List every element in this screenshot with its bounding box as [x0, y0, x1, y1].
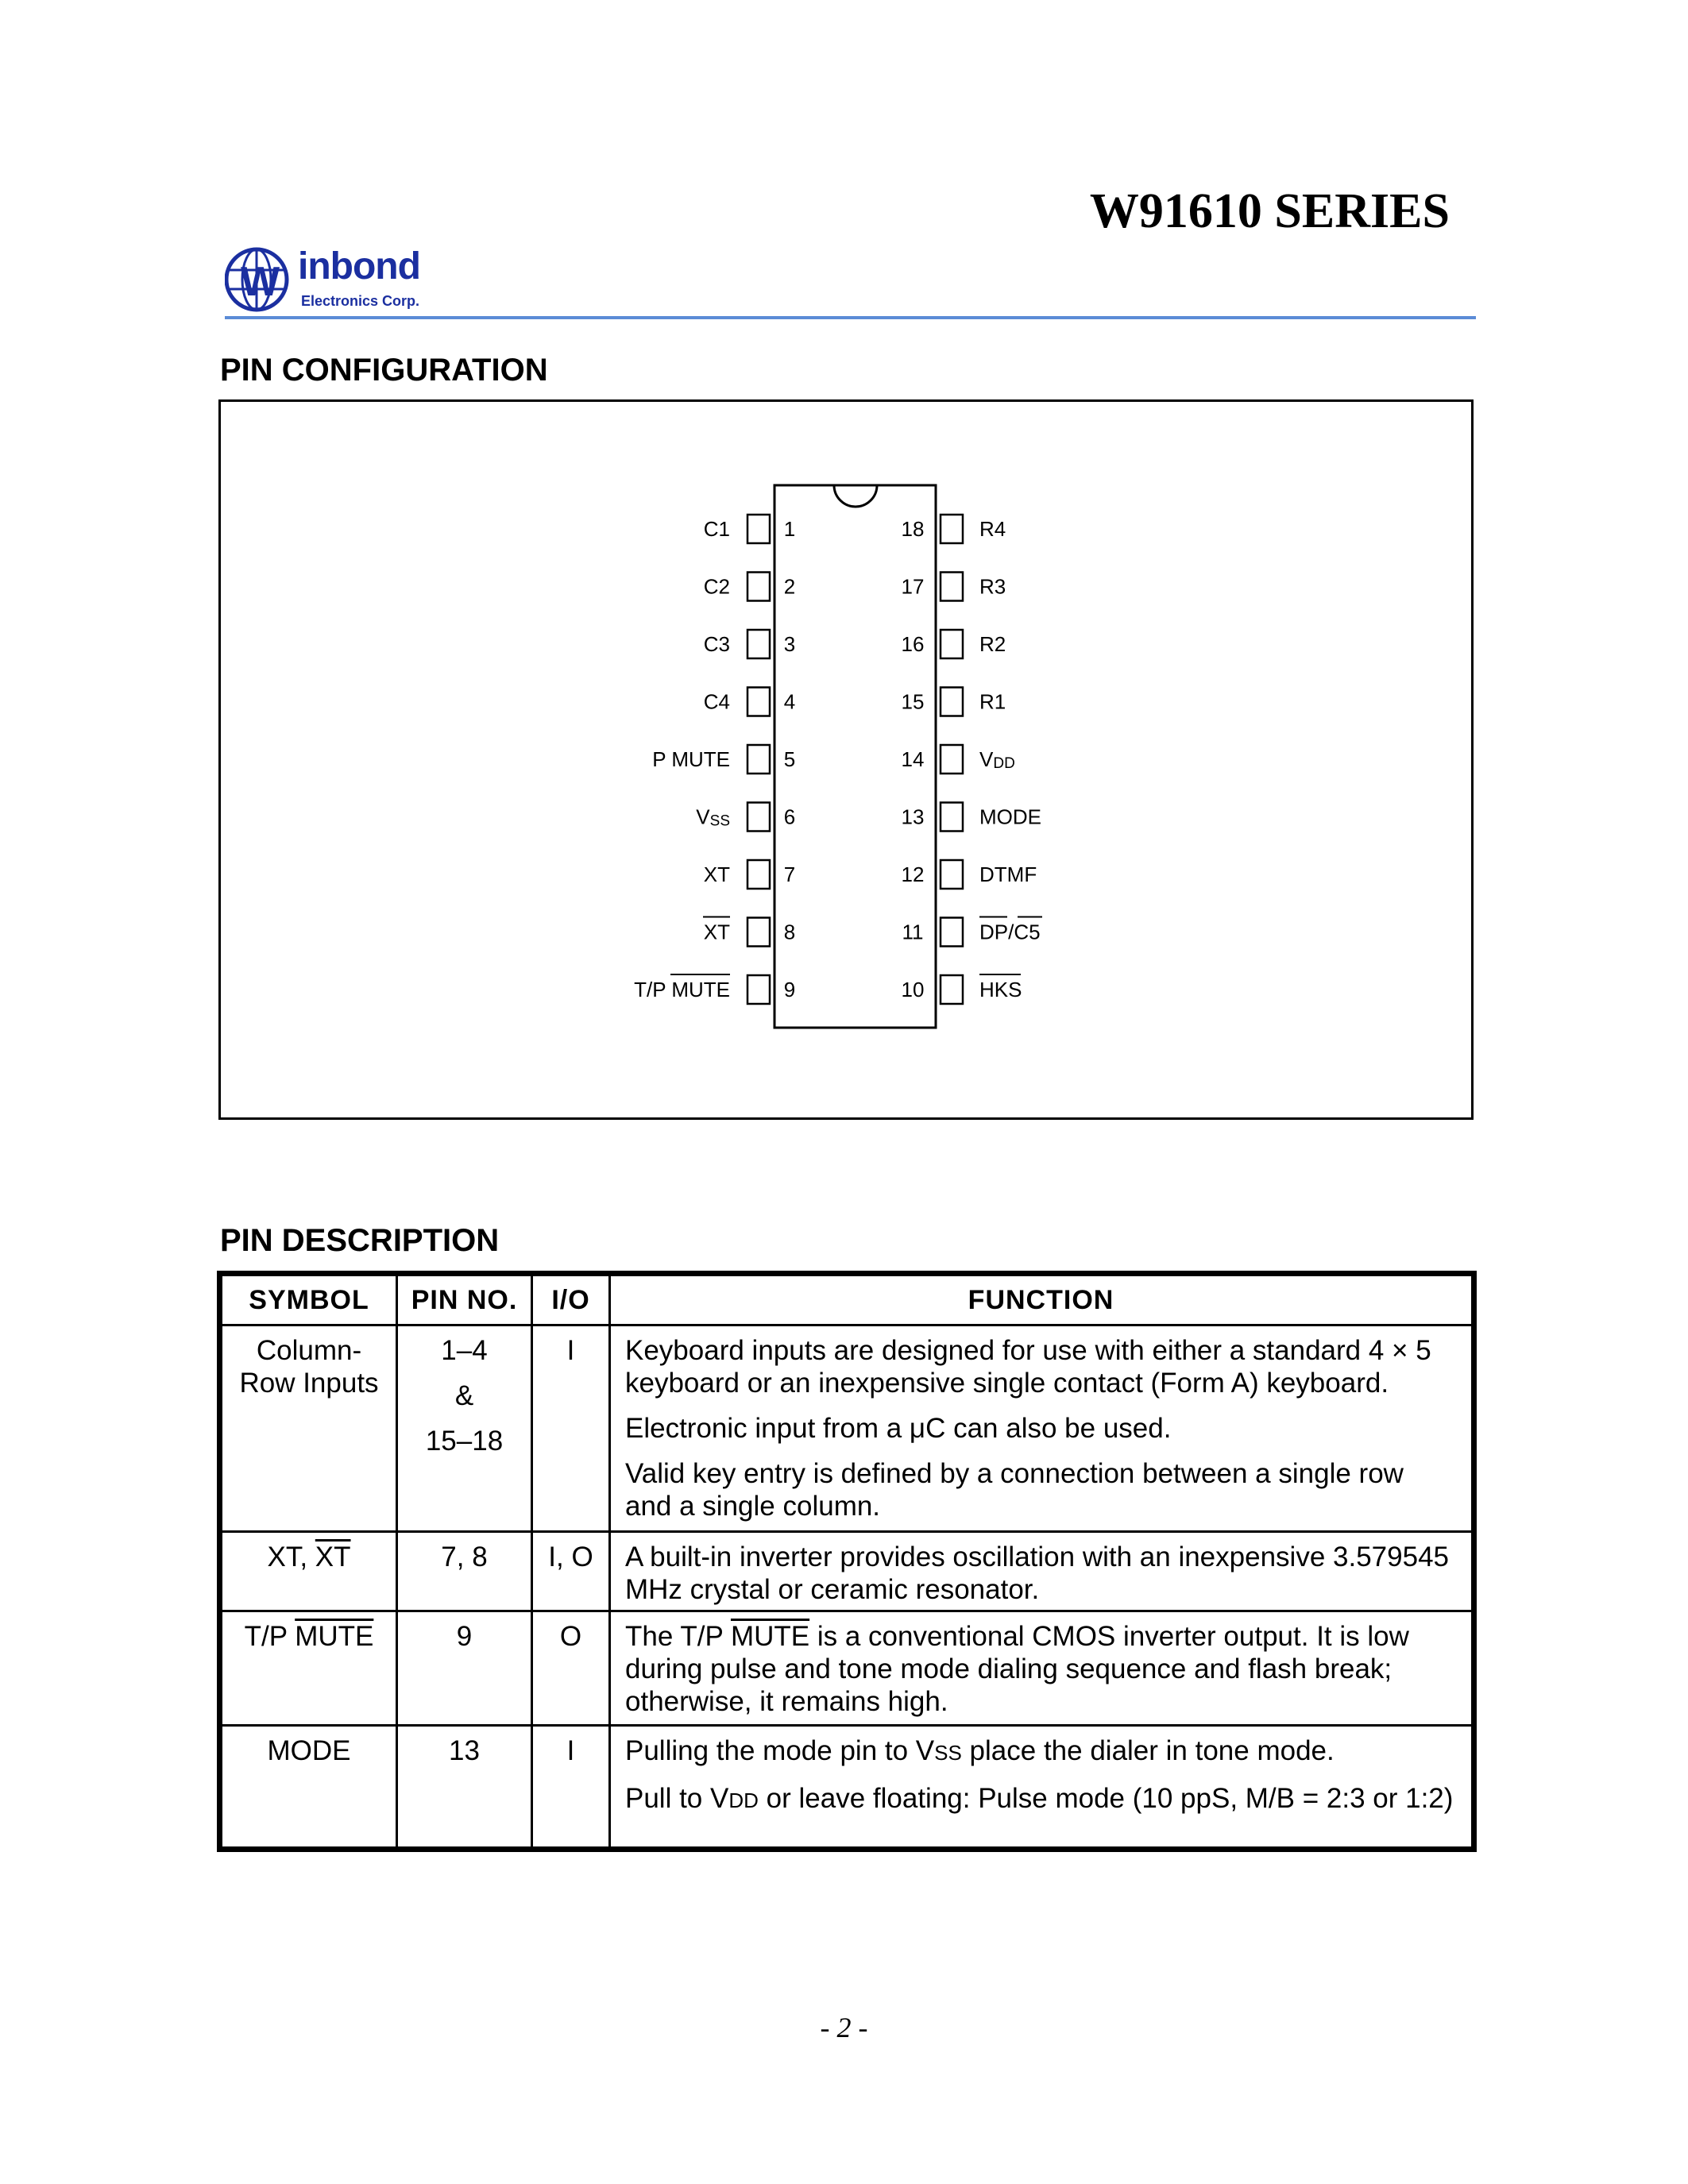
pin-11	[902, 917, 1043, 947]
pin-4	[704, 688, 795, 716]
function-text: The T/P	[625, 1621, 731, 1652]
pin1-notch	[834, 485, 877, 507]
symbol-text: T/P	[244, 1621, 295, 1652]
pin-12	[902, 860, 1037, 889]
function-text-subscript: DD	[728, 1788, 759, 1812]
io-cell: I	[532, 1726, 610, 1848]
pin-description-table-frame	[217, 1271, 1477, 1852]
pin-number: 2	[783, 574, 796, 599]
pin-8	[703, 917, 795, 947]
pin-3	[704, 630, 795, 658]
pin-label: DP/C5	[979, 920, 1041, 944]
header-rule	[225, 316, 1476, 319]
logo-wordmark: inbond	[298, 245, 420, 287]
pin-number: 7	[783, 862, 796, 886]
pin-label: VDD	[979, 747, 1015, 772]
pin-14	[902, 745, 1015, 774]
series-title: W91610 SERIES	[1089, 184, 1450, 238]
pin-lead	[747, 745, 770, 774]
pin-number-cell: 7, 8	[397, 1532, 532, 1611]
logo-subtitle: Electronics Corp.	[301, 293, 420, 309]
column-header-function: FUNCTION	[610, 1275, 1473, 1325]
column-header-symbol: SYMBOL	[222, 1275, 397, 1325]
table-row	[222, 1532, 1473, 1611]
function-paragraph	[625, 1620, 1457, 1718]
table-row	[222, 1611, 1473, 1726]
pin-number: 11	[902, 920, 924, 944]
function-cell	[610, 1611, 1473, 1726]
pin-number-text: 1–4	[441, 1335, 488, 1366]
table-row	[222, 1726, 1473, 1848]
pin-lead	[747, 803, 770, 832]
symbol-cell: MODE	[222, 1726, 397, 1848]
ic-pinout-diagram	[221, 402, 1471, 1117]
pin-lead	[941, 573, 963, 601]
pin-number: 16	[901, 632, 925, 656]
table-row	[222, 1325, 1473, 1532]
pin-lead	[941, 918, 963, 947]
function-paragraph: A built-in inverter provides oscillation with an inexpensive 3.579545 MHz crystal or ceramic resonator.	[625, 1542, 1449, 1605]
function-paragraph	[625, 1734, 1457, 1769]
symbol-text-inverted: MUTE	[295, 1621, 374, 1652]
function-paragraph: Electronic input from a μC can also be used.	[625, 1413, 1172, 1444]
function-text: Pull to V	[625, 1783, 729, 1814]
symbol-text: Row Inputs	[239, 1368, 379, 1399]
pin-number: 15	[901, 689, 925, 714]
pin-number-cell: 13	[397, 1726, 532, 1848]
pin-number: 12	[901, 862, 925, 886]
io-cell: O	[532, 1611, 610, 1726]
pin-label: XT	[703, 920, 730, 944]
pin-label: R2	[979, 632, 1006, 656]
pin-number: 3	[783, 632, 796, 656]
pin-number: 8	[783, 920, 796, 944]
pin-number: 18	[901, 517, 925, 541]
pin-lead	[941, 688, 963, 716]
function-paragraph	[625, 1782, 1457, 1817]
pin-lead	[747, 630, 770, 658]
pin-lead	[747, 573, 770, 601]
pin-configuration-heading: PIN CONFIGURATION	[220, 353, 548, 388]
pin-lead	[941, 803, 963, 832]
pin-number: 17	[901, 574, 925, 599]
function-text: is a conventional CMOS inverter output. It is low during pulse and tone mode dialing sequence and flash break; otherwise, it remains high.	[625, 1621, 1409, 1717]
symbol-cell	[222, 1611, 397, 1726]
pin-10	[902, 974, 1022, 1004]
pin-7	[704, 860, 795, 889]
symbol-text: XT,	[267, 1542, 315, 1572]
table-header-row	[222, 1275, 1473, 1325]
company-logo	[225, 246, 447, 318]
pin-label: P MUTE	[652, 747, 730, 771]
pin-label: R4	[979, 517, 1006, 541]
function-text: place the dialer in tone mode.	[961, 1735, 1335, 1766]
function-cell	[610, 1726, 1473, 1848]
logo-initial: W	[241, 259, 280, 305]
pin-1	[704, 515, 795, 543]
pin-number: 4	[783, 689, 796, 714]
pin-description-table	[220, 1274, 1474, 1849]
pin-lead	[747, 918, 770, 947]
pin-number: 14	[901, 747, 925, 771]
pin-label: C4	[703, 689, 730, 714]
symbol-cell	[222, 1532, 397, 1611]
function-text: or leave floating: Pulse mode (10 ppS, M/B = 2:3 or 1:2)	[758, 1783, 1454, 1814]
pin-number: 5	[783, 747, 796, 771]
pin-2	[704, 573, 795, 601]
pin-label: R1	[979, 689, 1006, 714]
pin-number-cell	[397, 1325, 532, 1532]
globe-logo-icon	[225, 246, 301, 313]
symbol-cell	[222, 1325, 397, 1532]
pin-number-cell: 9	[397, 1611, 532, 1726]
pin-number: 9	[783, 978, 796, 1001]
pin-label: C2	[703, 574, 730, 599]
function-text-subscript: SS	[934, 1741, 962, 1765]
io-cell: I, O	[532, 1532, 610, 1611]
pin-label: DTMF	[979, 862, 1037, 886]
pin-lead	[941, 745, 963, 774]
pin-label: MODE	[979, 805, 1041, 829]
column-header-pin-no: PIN NO.	[397, 1275, 532, 1325]
pin-number: 1	[783, 517, 796, 541]
function-cell	[610, 1325, 1473, 1532]
pin-number: 6	[783, 805, 796, 829]
pin-6	[696, 803, 795, 832]
pin-lead	[941, 630, 963, 658]
pin-17	[902, 573, 1006, 601]
function-text-inverted: MUTE	[730, 1621, 810, 1652]
pin-label: T/P MUTE	[634, 978, 730, 1001]
pin-label: XT	[703, 862, 730, 886]
pin-lead	[747, 860, 770, 889]
pin-lead	[941, 515, 963, 543]
pin-label: C3	[703, 632, 730, 656]
function-paragraph: Keyboard inputs are designed for use with either a standard 4 × 5 keyboard or an inexpensive single contact (Form A) keyboard.	[625, 1335, 1431, 1399]
function-paragraph: Valid key entry is defined by a connection between a single row and a single column.	[625, 1458, 1404, 1522]
pin-lead	[941, 975, 963, 1004]
pin-13	[902, 803, 1041, 832]
function-cell	[610, 1532, 1473, 1611]
pin-9	[634, 974, 795, 1004]
pin-16	[902, 630, 1006, 658]
symbol-text: Column-	[256, 1335, 362, 1366]
pin-lead	[747, 975, 770, 1004]
symbol-text-inverted: $\overline{XT}$	[315, 1542, 351, 1572]
io-cell: I	[532, 1325, 610, 1532]
pin-label: VSS	[696, 805, 730, 830]
pin-number: 10	[901, 978, 925, 1001]
pin-number: 13	[901, 805, 925, 829]
pin-description-heading: PIN DESCRIPTION	[220, 1223, 500, 1258]
pin-label: HKS	[979, 978, 1022, 1001]
function-text: Pulling the mode pin to V	[625, 1735, 935, 1766]
pin-number-text: 15–18	[425, 1426, 504, 1457]
page-number: - 2 -	[820, 2012, 868, 2043]
pin-18	[902, 515, 1006, 543]
pin-15	[902, 688, 1006, 716]
pin-lead	[747, 688, 770, 716]
pin-number-text: &	[454, 1380, 474, 1411]
pin-lead	[747, 515, 770, 543]
pin-label: R3	[979, 574, 1006, 599]
pin-label: C1	[703, 517, 730, 541]
pin-lead	[941, 860, 963, 889]
pin-configuration-figure	[218, 399, 1474, 1120]
column-header-io: I/O	[532, 1275, 610, 1325]
